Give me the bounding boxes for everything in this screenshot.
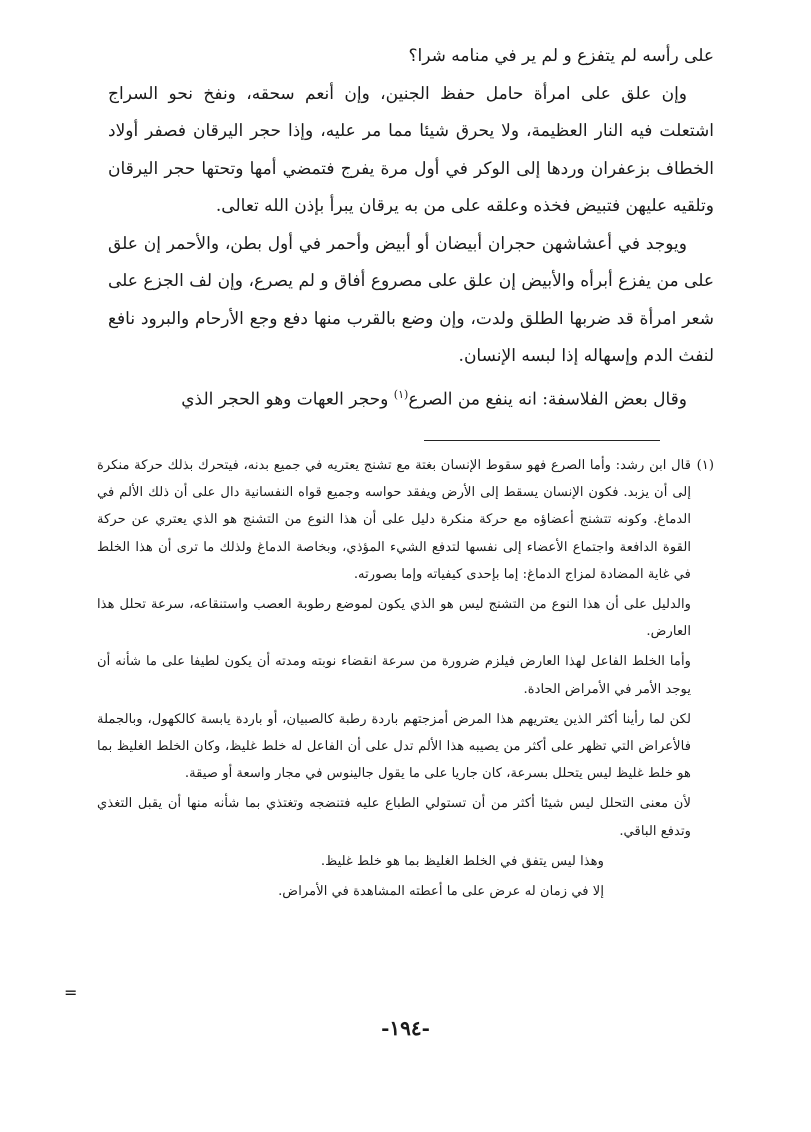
footnote-marker: (١) [696,458,714,473]
footnote-separator [424,440,660,441]
footnote-paragraph: وأما الخلط الفاعل لهذا العارض فيلزم ضرورة من سرعة انقضاء نوبته ومدته أن يكون لطيفا على ما شأنه أن يوجد الأمر في الأمراض الحادة. [97,654,691,697]
footnotes [97,452,714,908]
main-paragraph-2: وإن علق على امرأة حامل حفظ الجنين، وإن أنعم سحقه، ونفخ نحو السراج اشتعلت فيه النار العظيمة، ولا يحرق شيئا مما مر عليه، وإذا حجر اليرقان فصفر أولاد الخطاف بزعفران وردها إلى الوكر في أول مرة يفرج فتمضي أمها وتحتها حجر اليرقان وتلقيه عليهن فتبيض فخذه وعلقه على من به يرقان يبرأ بإذن الله تعالى. [108,83,714,216]
footnote-paragraph: إلا في زمان له عرض على ما أعطته المشاهدة في الأمراض. [278,884,604,900]
footnote-paragraph: والدليل على أن هذا النوع من التشنج ليس هو الذي يكون لموضع رطوبة العصب واستنقاعه، سرعة تحلل هذا العارض. [97,597,691,640]
main-paragraph-4-text: وقال بعض الفلاسفة: انه ينفع من الصرع [408,389,687,410]
footnote-paragraph: لكن لما رأينا أكثر الذين يعتريهم هذا المرض أمزجتهم باردة رطبة كالصبيان، أو باردة يابسة كالكهول، وبالجملة فالأعراض التي تظهر على أكثر من يصيبه هذا الألم تدل على أن الفاعل له خلط غليظ، وكان الخلط الغليظ بما هو خلط غليظ ليس يتحلل بسرعة، كان جاريا على ما يقول جالينوس في مجار واسعة أو صيقة. [97,711,691,782]
margin-mark: = [64,983,78,1002]
footnote-paragraph: قال ابن رشد: وأما الصرع فهو سقوط الإنسان بغتة مع تشنج يعتريه في جميع بدنه، فيتحرك بذلك حركة منكرة إلى أن يزبد. فكون الإنسان يسقط إلى الأرض ويفقد حواسه وجميع قواه النفسانية دال على أن ذلك الألم في الدماغ. وكونه تتشنج أعضاؤه مع حركة منكرة دليل على أن هذا النوع من التشنج هو الذي يعتري عن حركة القوة الدافعة واجتماع الأعضاء إلى نفسها لتدفع الشيء المؤذي، وبخاصة الدماغ ولذلك ما ترى أن هذا الخلط في غاية المضادة لمزاج الدماغ: إما بإحدى كيفياته وإما بصورته. [97,458,691,582]
page-number: -١٩٤- [381,1016,430,1040]
footnote-1 [97,452,714,588]
main-text [108,38,714,419]
main-paragraph-4 [108,376,714,419]
footnote-reference[interactable]: (١) [393,387,409,401]
main-paragraph-4-text-continued: وحجر العهات وهو الحجر الذي [181,389,394,410]
footnote-paragraph: وهذا ليس يتفق في الخلط الغليظ بما هو خلط غليظ. [320,853,604,869]
footnote-paragraph: لأن معنى التحلل ليس شيئا أكثر من أن تستولي الطباع عليه فتنضجه وتغتذي بما شأنه منها أن يقبل التغذي وتدفع الباقي. [97,796,691,839]
main-paragraph-3: ويوجد في أعشاشهن حجران أبيضان أو أبيض وأحمر في أول بطن، والأحمر إن علق على من يفزع أبرأه والأبيض إن علق على مصروع أفاق و لم يصرع، وإن لف الجزع على شعر امرأة قد ضربها الطلق ولدت، وإن وضع بالقرب منها دفع وجع الأرحام والبرود نافع لنفث الدم وإسهاله إذا لبسه الإنسان. [108,233,714,366]
main-line-1: على رأسه لم يتفزع و لم ير في منامه شرا؟ [408,46,714,66]
